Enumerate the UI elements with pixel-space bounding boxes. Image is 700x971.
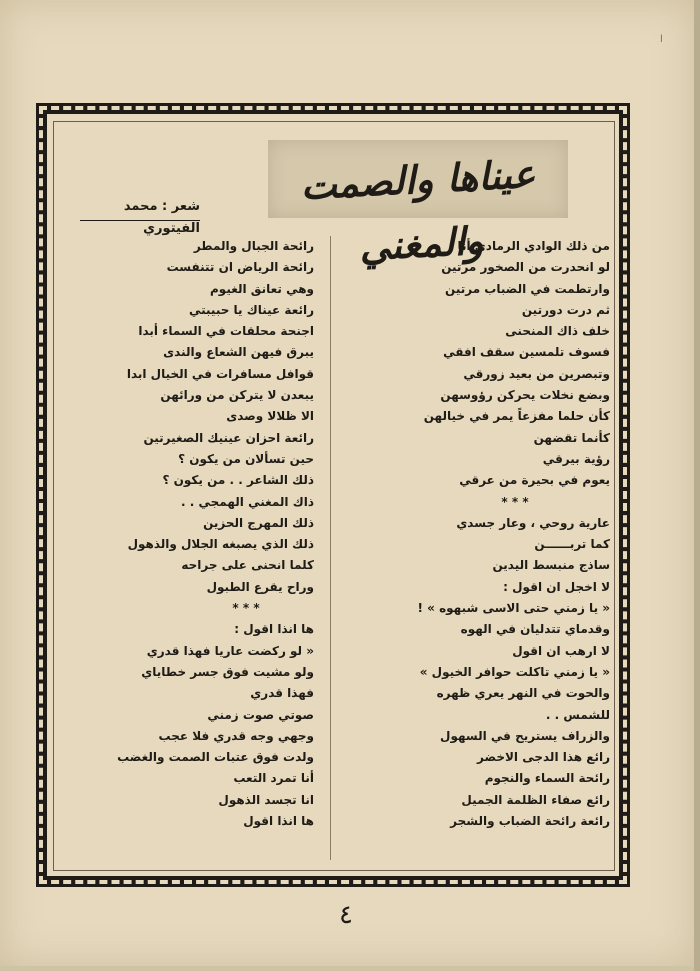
poem-line: ها انذا اقول	[243, 814, 314, 829]
poem-line: رائحة السماء والنجوم	[484, 771, 610, 786]
poem-right-column	[340, 236, 610, 832]
poem-line: يبعدن لا يتركن من ورائهن	[160, 388, 314, 403]
poem-line: خلف ذاك المنحنى	[505, 324, 610, 339]
poem-line: ذلك الشاعر . . من يكون ؟	[162, 473, 314, 488]
poem-line: الا ظلالا وصدى	[226, 409, 314, 424]
page-number: ٤	[339, 900, 353, 930]
page-edge	[694, 0, 700, 971]
poem-line: كلما انحنى على جراحه	[181, 558, 314, 573]
poem-line: من ذلك الوادي الرمادي أنا	[457, 239, 610, 253]
poem-line: كأنما تقضهن	[533, 430, 610, 445]
stanza-separator: * * *	[501, 494, 529, 509]
poem-line: وتبصرين من بعيد زورقي	[463, 366, 610, 381]
poem-line: قوافل مسافرات في الخيال ابدا	[126, 366, 314, 381]
poem-line: ساذج منبسط اليدين	[492, 558, 610, 573]
poem-line: وبضع نخلات يحركن رؤوسهن	[440, 388, 610, 403]
poem-line: ولدت فوق عتبات الصمت والغضب	[117, 750, 314, 765]
poem-line: رائحة الجبال والمطر	[193, 239, 314, 253]
poem-line: للشمس . .	[545, 707, 610, 722]
poem-line: وهي تعانق الغيوم	[210, 281, 314, 296]
poem-line: حين تسألان من يكون ؟	[178, 451, 314, 466]
poem-title: عيناها والصمت والمغني	[299, 150, 537, 270]
margin-mark: ا	[660, 34, 663, 45]
poem-line: رائع هذا الدجى الاخضر	[477, 750, 610, 765]
poem-line: صوتي صوت زمني	[207, 707, 314, 722]
poem-line: « يا زمني تاكلت حوافر الخيول »	[419, 664, 610, 679]
poem-line: انا تجسد الذهول	[218, 792, 314, 807]
poem-line: لا ارهب ان اقول	[512, 643, 610, 658]
poem-line: اجنحة محلقات في السماء أبدا	[138, 324, 314, 339]
poem-line: وقدماي تتدليان في الهوه	[460, 622, 610, 637]
poem-line: رائحة الرياض ان تتنفست	[166, 260, 314, 275]
poem-line: وجهي وجه قدري فلا عجب	[158, 728, 314, 743]
poem-line: أنا تمرد التعب	[233, 771, 314, 786]
poem-line: ذلك الذي يصبغه الجلال والذهول	[127, 537, 314, 552]
poem-line: ولو مشيت فوق جسر خطاياي	[141, 664, 314, 679]
poem-line: ذاك المغني الهمجي . .	[181, 494, 314, 509]
poem-line: كأن حلما مفزعاً يمر في خيالهن	[423, 409, 610, 424]
poem-line: كما تربــــــن	[534, 537, 610, 552]
poem-line: والحوت في النهر يعري ظهره	[436, 686, 610, 701]
poem-left-column	[118, 236, 314, 832]
poem-line: ها انذا اقول :	[234, 622, 314, 637]
poem-line: والزراف يستريح في السهول	[440, 728, 610, 743]
poem-line: « يا زمني حتى الاسى شبهوه » !	[417, 601, 610, 616]
poem-line: رائعة عيناك يا حبيبتي	[188, 302, 314, 317]
poem-byline: شعر : محمد الفيتوري	[80, 196, 200, 221]
poem-line: فهذا قدري	[250, 686, 314, 701]
poem-line: رائعة احزان عينيك الصغيرتين	[143, 430, 314, 445]
poem-line: رؤية بيرقي	[542, 451, 610, 466]
poem-line: يبرق فيهن الشعاع والندى	[163, 345, 314, 360]
stanza-separator: * * *	[232, 601, 260, 616]
poem-line: رائعة رائحة الضباب والشجر	[450, 814, 610, 829]
poem-line: ذلك المهرج الحزين	[203, 515, 314, 530]
poem-line: يعوم في بحيرة من عرقي	[459, 473, 610, 488]
poem-line: لا اخجل ان اقول :	[503, 579, 610, 594]
poem-line: ثم درت دورتين	[521, 302, 610, 317]
poem-line: رائع صفاء الظلمة الجميل	[461, 792, 610, 807]
column-divider	[330, 236, 331, 860]
poem-line: وارتطمت في الضباب مرتين	[445, 281, 610, 296]
poem-line: فسوف تلمسين سقف افقي	[443, 345, 610, 360]
poem-line: عارية روحي ، وعار جسدي	[456, 515, 610, 530]
poem-line: لو انحدرت من الصخور مرتين	[441, 260, 610, 275]
poem-line: وراح يقرع الطبول	[206, 579, 314, 594]
poem-line: « لو ركضت عاريا فهذا قدري	[146, 643, 314, 658]
